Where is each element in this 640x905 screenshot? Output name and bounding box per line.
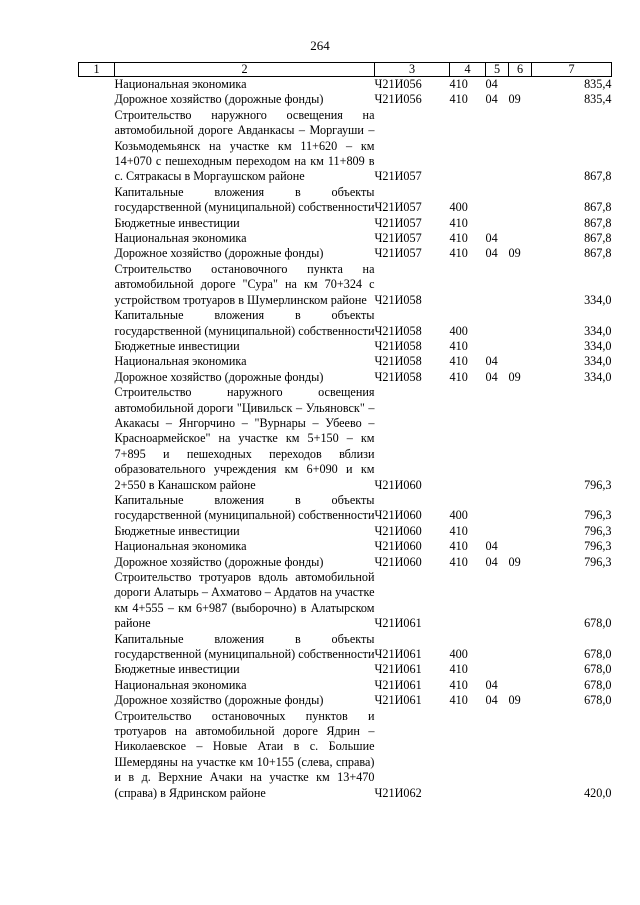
table-row	[79, 385, 612, 493]
table-row	[79, 354, 612, 369]
header-col-7: 7	[532, 63, 612, 77]
cell-section: 04	[485, 246, 498, 261]
table-row	[79, 709, 612, 801]
table-body	[79, 77, 612, 802]
cell-section: 04	[485, 369, 498, 384]
cell-name: Национальная экономика	[114, 354, 247, 369]
header-col-4: 4	[450, 63, 486, 77]
budget-table	[78, 62, 612, 801]
cell-index	[79, 385, 115, 493]
cell-index	[79, 262, 115, 308]
table-row	[79, 662, 612, 677]
cell-index	[79, 555, 115, 570]
cell-subsection	[509, 77, 532, 93]
cell-amount: 678,0	[584, 693, 612, 708]
cell-amount: 867,8	[584, 215, 612, 230]
cell-section: 04	[485, 693, 498, 708]
cell-subsection	[509, 524, 532, 539]
header-col-3: 3	[375, 63, 450, 77]
cell-target-code: Ч21И061	[374, 662, 422, 677]
cell-subsection	[509, 632, 532, 663]
cell-target-code: Ч21И061	[374, 693, 422, 708]
cell-index	[79, 216, 115, 231]
cell-target-code: Ч21И057	[374, 200, 422, 215]
cell-name: Дорожное хозяйство (дорожные фонды)	[114, 693, 324, 708]
cell-index	[79, 246, 115, 261]
cell-section	[486, 662, 509, 677]
cell-section: 04	[485, 539, 498, 554]
cell-amount: 796,3	[584, 554, 612, 569]
cell-name: Строительство остановочного пункта на автомобильной дороге "Сура" на км 70+324 с устройством тротуаров в Шумерлинском районе	[114, 261, 375, 307]
cell-amount: 835,4	[584, 77, 612, 91]
cell-name: Строительство наружного освещения на автомобильной дороге Авданкасы – Моргауши – Козьмодемьянск на участке км 11+620 – км 14+070 с пешеходным переходом на км 11+809 в с. Сятракасы в Моргаушском районе	[114, 107, 375, 184]
cell-amount: 796,3	[584, 523, 612, 538]
cell-subsection	[509, 493, 532, 524]
cell-expense-type: 410	[449, 369, 468, 384]
cell-name: Дорожное хозяйство (дорожные фонды)	[114, 369, 324, 384]
cell-subsection: 09	[508, 246, 521, 261]
cell-target-code: Ч21И058	[374, 338, 422, 353]
cell-index	[79, 92, 115, 107]
cell-expense-type: 410	[449, 354, 468, 369]
table-row	[79, 678, 612, 693]
cell-amount: 678,0	[584, 647, 612, 662]
table-row	[79, 216, 612, 231]
cell-section	[486, 308, 509, 339]
table-row	[79, 231, 612, 246]
table-row	[79, 370, 612, 385]
cell-expense-type: 410	[449, 539, 468, 554]
table-row	[79, 524, 612, 539]
cell-expense-type: 410	[449, 338, 468, 353]
table-row	[79, 108, 612, 185]
cell-subsection: 09	[508, 693, 521, 708]
cell-subsection	[509, 108, 532, 185]
cell-index	[79, 185, 115, 216]
cell-amount: 334,0	[584, 369, 612, 384]
cell-name: Бюджетные инвестиции	[114, 215, 240, 230]
cell-target-code: Ч21И061	[374, 677, 422, 692]
cell-amount: 678,0	[584, 616, 612, 631]
cell-expense-type: 410	[449, 215, 468, 230]
cell-name: Капитальные вложения в объекты государственной (муниципальной) собственности	[114, 308, 375, 338]
cell-name: Дорожное хозяйство (дорожные фонды)	[114, 246, 324, 261]
cell-name: Национальная экономика	[114, 539, 247, 554]
cell-amount: 420,0	[584, 785, 612, 800]
cell-index	[79, 524, 115, 539]
header-col-6: 6	[509, 63, 532, 77]
cell-amount: 678,0	[584, 677, 612, 692]
cell-section	[486, 185, 509, 216]
table-row	[79, 693, 612, 708]
cell-expense-type	[450, 709, 486, 801]
cell-index	[79, 77, 115, 93]
cell-amount: 678,0	[584, 662, 612, 677]
table-row	[79, 493, 612, 524]
cell-target-code: Ч21И056	[374, 77, 422, 91]
cell-section	[486, 493, 509, 524]
table-row	[79, 262, 612, 308]
cell-amount: 334,0	[584, 338, 612, 353]
cell-expense-type: 410	[449, 231, 468, 246]
cell-target-code: Ч21И058	[374, 292, 422, 307]
cell-name: Строительство тротуаров вдоль автомобильной дороги Алатырь – Ахматово – Ардатов на участке км 4+555 – км 6+987 (выборочно) в Алатырском районе	[114, 570, 375, 631]
cell-subsection	[509, 709, 532, 801]
cell-expense-type: 410	[449, 92, 468, 107]
cell-subsection	[509, 539, 532, 554]
cell-amount: 334,0	[584, 323, 612, 338]
cell-target-code: Ч21И058	[374, 323, 422, 338]
cell-name: Капитальные вложения в объекты государственной (муниципальной) собственности	[114, 184, 375, 215]
cell-target-code: Ч21И057	[374, 231, 422, 246]
cell-expense-type: 410	[449, 77, 468, 91]
cell-index	[79, 678, 115, 693]
cell-index	[79, 231, 115, 246]
cell-amount: 796,3	[584, 539, 612, 554]
table-header	[79, 63, 612, 77]
cell-target-code: Ч21И060	[374, 477, 422, 492]
cell-name: Капитальные вложения в объекты государственной (муниципальной) собственности	[114, 492, 375, 523]
cell-amount: 835,4	[584, 92, 612, 107]
table-row	[79, 539, 612, 554]
cell-amount: 867,8	[584, 246, 612, 261]
cell-amount: 796,3	[584, 508, 612, 523]
cell-index	[79, 693, 115, 708]
cell-section	[486, 524, 509, 539]
cell-target-code: Ч21И060	[374, 554, 422, 569]
cell-expense-type: 400	[449, 200, 468, 215]
cell-name: Национальная экономика	[114, 677, 247, 692]
cell-target-code: Ч21И060	[374, 539, 422, 554]
cell-index	[79, 339, 115, 354]
cell-target-code: Ч21И060	[374, 523, 422, 538]
cell-target-code: Ч21И062	[374, 785, 422, 800]
cell-name: Национальная экономика	[114, 231, 247, 246]
header-row	[79, 63, 612, 77]
table-row	[79, 92, 612, 107]
cell-section	[486, 385, 509, 493]
cell-subsection	[509, 185, 532, 216]
cell-target-code: Ч21И060	[374, 508, 422, 523]
cell-section: 04	[485, 231, 498, 246]
header-col-5: 5	[486, 63, 509, 77]
cell-expense-type	[450, 570, 486, 632]
cell-subsection	[509, 216, 532, 231]
table-row	[79, 339, 612, 354]
cell-expense-type: 410	[449, 523, 468, 538]
cell-name: Капитальные вложения в объекты государственной (муниципальной) собственности	[114, 631, 375, 662]
cell-subsection	[509, 339, 532, 354]
cell-subsection	[509, 354, 532, 369]
cell-expense-type	[450, 262, 486, 308]
cell-expense-type: 400	[449, 508, 468, 523]
cell-section	[486, 262, 509, 308]
cell-expense-type: 410	[449, 693, 468, 708]
cell-expense-type: 400	[449, 323, 468, 338]
cell-subsection: 09	[508, 369, 521, 384]
cell-name: Строительство наружного освещения автомобильной дороги "Цивильск – Ульяновск" – Акакасы – Янгорчино – "Вурнары – Убеево – Красноармейское" на участке км 5+150 – км 7+895 и пешеходных переходов вблизи образовательного учреждения км 6+090 и км 2+550 в Канашском районе	[114, 385, 375, 492]
table-row	[79, 308, 612, 339]
cell-index	[79, 308, 115, 339]
cell-subsection	[509, 385, 532, 493]
cell-target-code: Ч21И057	[374, 246, 422, 261]
table-row	[79, 570, 612, 632]
cell-amount: 334,0	[584, 292, 612, 307]
cell-target-code: Ч21И056	[374, 92, 422, 107]
header-col-1: 1	[79, 63, 115, 77]
cell-expense-type: 400	[449, 647, 468, 662]
table-row	[79, 632, 612, 663]
cell-section: 04	[485, 354, 498, 369]
cell-name: Бюджетные инвестиции	[114, 338, 240, 353]
cell-amount: 867,8	[584, 200, 612, 215]
cell-index	[79, 354, 115, 369]
cell-section	[486, 570, 509, 632]
cell-section: 04	[485, 92, 498, 107]
cell-expense-type: 410	[449, 662, 468, 677]
cell-index	[79, 709, 115, 801]
cell-subsection	[509, 570, 532, 632]
table-row	[79, 185, 612, 216]
cell-target-code: Ч21И057	[374, 169, 422, 184]
table-row	[79, 246, 612, 261]
cell-section	[486, 108, 509, 185]
cell-index	[79, 370, 115, 385]
cell-section	[486, 216, 509, 231]
cell-name: Бюджетные инвестиции	[114, 662, 240, 677]
cell-amount: 867,8	[584, 169, 612, 184]
cell-subsection	[509, 678, 532, 693]
cell-target-code: Ч21И061	[374, 647, 422, 662]
cell-subsection: 09	[508, 92, 521, 107]
cell-target-code: Ч21И058	[374, 369, 422, 384]
cell-subsection	[509, 662, 532, 677]
table-row	[79, 77, 612, 93]
cell-target-code: Ч21И058	[374, 354, 422, 369]
cell-subsection	[509, 231, 532, 246]
cell-name: Дорожное хозяйство (дорожные фонды)	[114, 554, 324, 569]
cell-subsection: 09	[508, 554, 521, 569]
table-row	[79, 555, 612, 570]
cell-index	[79, 493, 115, 524]
cell-expense-type	[450, 108, 486, 185]
cell-subsection	[509, 308, 532, 339]
cell-expense-type: 410	[449, 246, 468, 261]
cell-target-code: Ч21И057	[374, 215, 422, 230]
cell-name: Национальная экономика	[114, 77, 247, 91]
cell-index	[79, 662, 115, 677]
page-number: 264	[310, 38, 330, 53]
cell-index	[79, 108, 115, 185]
cell-amount: 796,3	[584, 477, 612, 492]
cell-section: 04	[485, 677, 498, 692]
cell-subsection	[509, 262, 532, 308]
cell-amount: 867,8	[584, 231, 612, 246]
cell-name: Бюджетные инвестиции	[114, 523, 240, 538]
cell-index	[79, 539, 115, 554]
cell-expense-type: 410	[449, 677, 468, 692]
cell-index	[79, 632, 115, 663]
cell-name: Дорожное хозяйство (дорожные фонды)	[114, 92, 324, 107]
cell-index	[79, 570, 115, 632]
cell-expense-type	[450, 385, 486, 493]
cell-section	[486, 709, 509, 801]
cell-target-code: Ч21И061	[374, 616, 422, 631]
cell-amount: 334,0	[584, 354, 612, 369]
cell-section: 04	[485, 554, 498, 569]
cell-name: Строительство остановочных пунктов и тротуаров на автомобильной дороге Ядрин – Николаевское – Новые Атаи в с. Большие Шемердяны на участке км 10+155 (слева, справа) и в д. Верхние Ачаки на участке км 13+470 (справа) в Ядринском районе	[114, 708, 375, 800]
cell-section	[486, 632, 509, 663]
cell-expense-type: 410	[449, 554, 468, 569]
header-col-2: 2	[115, 63, 375, 77]
cell-section: 04	[485, 77, 498, 91]
cell-section	[486, 339, 509, 354]
